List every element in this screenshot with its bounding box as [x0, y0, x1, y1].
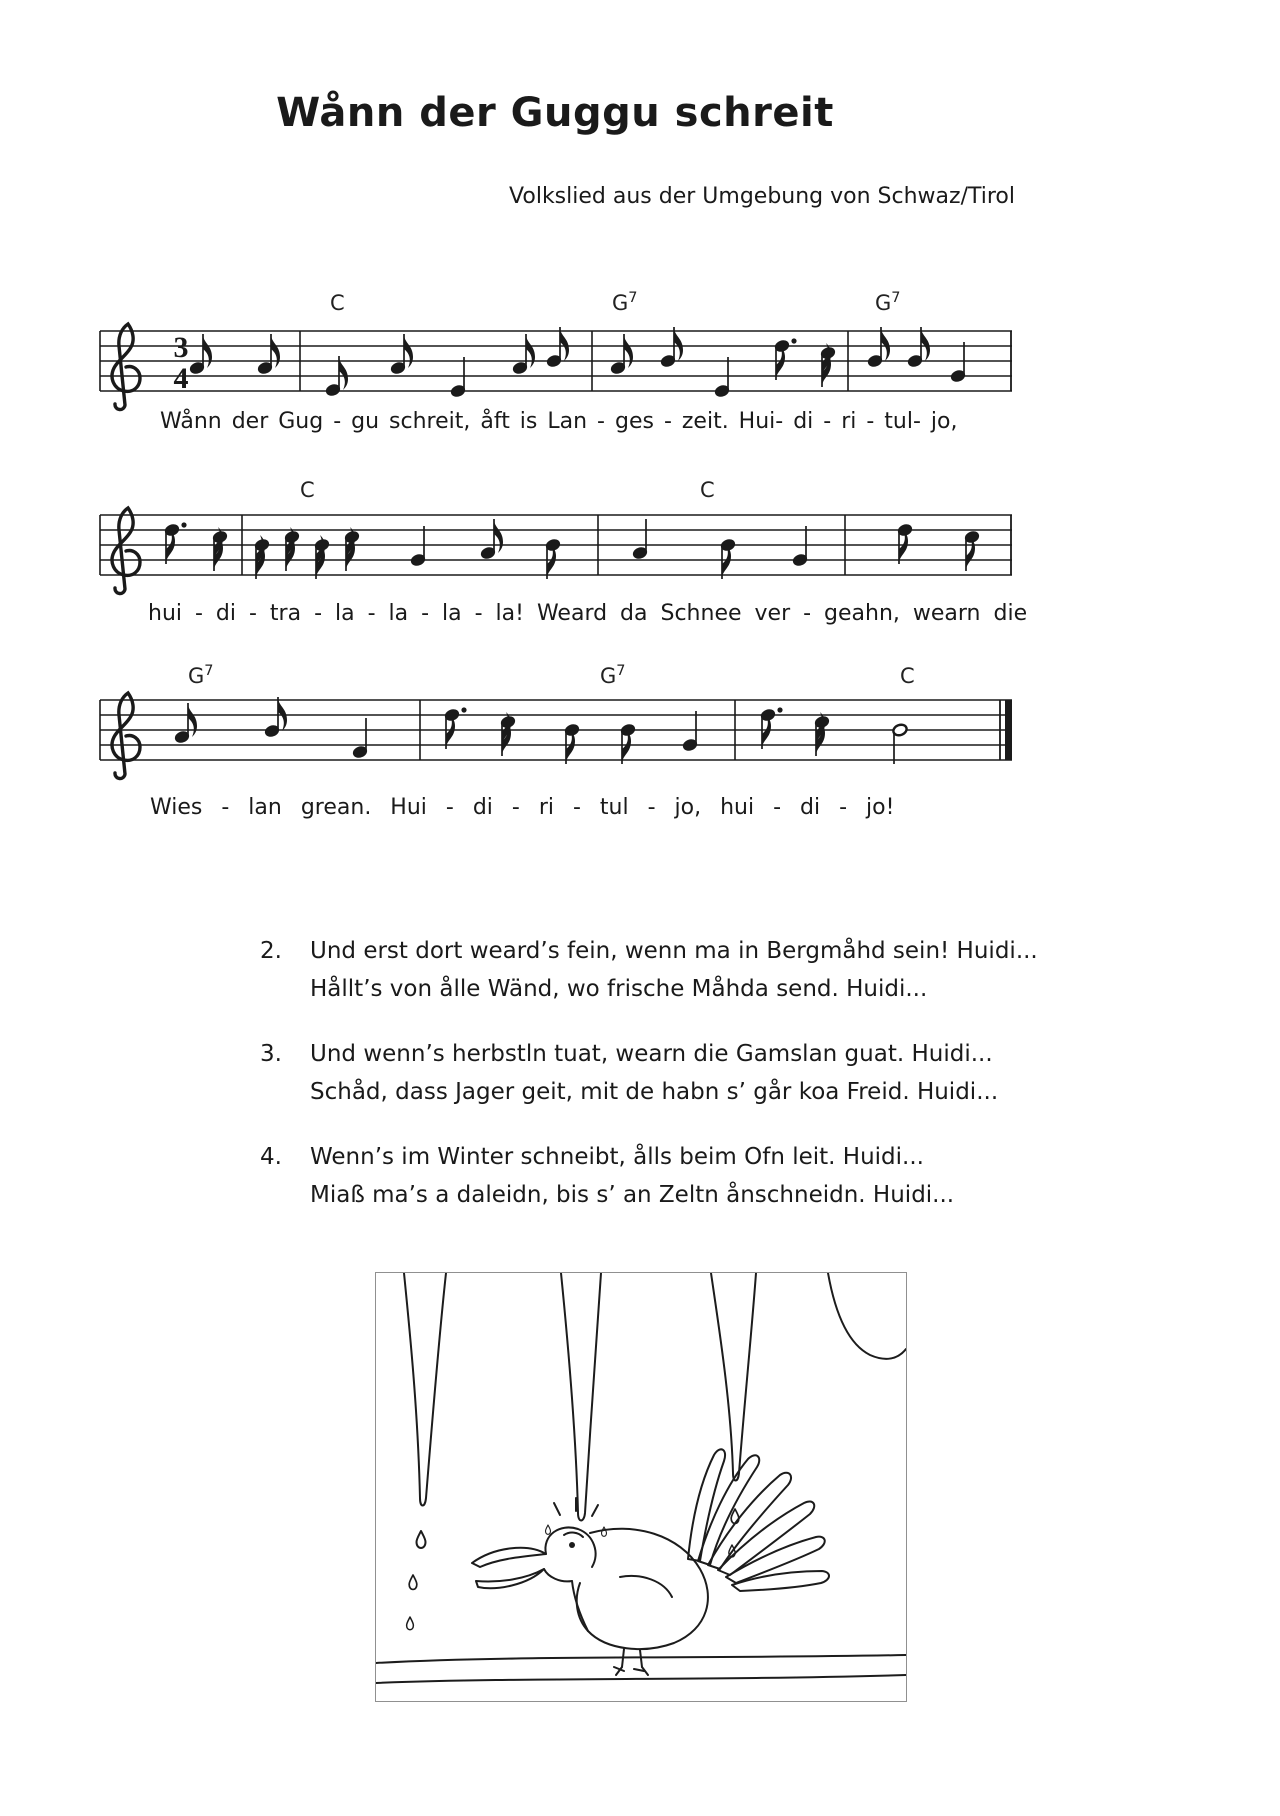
note	[897, 523, 913, 564]
verse-number: 3.	[260, 1041, 282, 1067]
note	[907, 327, 930, 368]
icicle	[828, 1273, 906, 1359]
svg-text:4: 4	[173, 362, 189, 395]
final-barline	[1005, 700, 1012, 760]
note	[212, 527, 228, 571]
svg-text:3: 3	[173, 331, 189, 364]
verse-line: Hållt’s von ålle Wänd, wo frische Måhda send. Huidi...	[310, 976, 928, 1002]
note	[814, 712, 830, 756]
note	[352, 718, 368, 759]
chord-symbol: C	[330, 291, 345, 315]
note	[164, 522, 187, 564]
note	[500, 712, 516, 756]
chord-symbol: $G^7$	[875, 290, 901, 315]
verse-line: Und wenn’s herbstln tuat, wearn die Gamslan guat. Huidi...	[310, 1041, 993, 1067]
note	[189, 334, 212, 375]
verse-line: Wenn’s im Winter schneibt, ålls beim Ofn leit. Huidi...	[310, 1144, 924, 1170]
chord-symbol: C	[700, 478, 715, 502]
note	[660, 327, 683, 368]
note	[564, 723, 580, 764]
note	[632, 519, 648, 560]
note	[264, 697, 287, 738]
note	[174, 703, 197, 744]
note	[792, 526, 808, 567]
music-staff	[100, 663, 1012, 820]
verse-line: Schåd, dass Jager geit, mit de habn s’ går koa Freid. Huidi...	[310, 1079, 999, 1105]
cuckoo-illustration	[375, 1272, 907, 1702]
note	[444, 707, 467, 749]
note	[720, 538, 736, 579]
subtitle: Volkslied aus der Umgebung von Schwaz/Tirol	[509, 184, 1015, 209]
note	[774, 338, 797, 380]
verse-2	[260, 932, 1040, 1008]
chord-symbol: $G^7$	[600, 663, 626, 688]
note	[450, 357, 466, 398]
lyrics-line: Wånn der Gug - gu schreit, åft is Lan - ges - zeit. Hui- di - ri - tul- jo,	[160, 409, 958, 434]
chord-symbol: C	[900, 664, 915, 688]
chord-symbol: $G^7$	[612, 290, 638, 315]
note	[545, 538, 561, 579]
note	[390, 334, 413, 375]
verse-3	[260, 1035, 1040, 1111]
treble-clef-icon	[112, 693, 140, 779]
note	[314, 535, 330, 579]
lyrics-line: hui - di - tra - la - la - la - la! Weard da Schnee ver - geahn, wearn die	[148, 601, 1028, 626]
treble-clef-icon	[112, 324, 140, 410]
music-staff	[100, 478, 1027, 626]
branch	[376, 1675, 906, 1683]
note	[284, 527, 300, 571]
note	[892, 723, 908, 764]
music-score	[0, 0, 1280, 900]
verse-list	[260, 932, 1040, 1241]
icicle	[561, 1273, 601, 1521]
page-title: Wånn der Guggu schreit	[276, 90, 834, 136]
note	[820, 343, 836, 387]
note	[682, 711, 698, 752]
verse-number: 2.	[260, 938, 282, 964]
note	[950, 342, 966, 383]
verse-number: 4.	[260, 1144, 282, 1170]
note	[410, 526, 426, 567]
treble-clef-icon	[112, 508, 140, 594]
note	[546, 327, 569, 368]
chord-symbol: C	[300, 478, 315, 502]
note	[480, 519, 503, 560]
chord-symbol: $G^7$	[188, 663, 214, 688]
verse-line: Miaß ma’s a daleidn, bis s’ an Zeltn ånschneidn. Huidi...	[310, 1182, 955, 1208]
note	[344, 527, 360, 571]
verse-4	[260, 1138, 1040, 1214]
note	[512, 334, 535, 375]
lyrics-line: Wies - lan grean. Hui - di - ri - tul - jo, hui - di - jo!	[150, 795, 895, 820]
note	[254, 535, 270, 579]
note	[257, 334, 280, 375]
note	[714, 357, 730, 398]
note	[964, 530, 980, 571]
note	[610, 334, 633, 375]
note	[867, 327, 890, 368]
note	[760, 707, 783, 749]
cuckoo-bird	[472, 1449, 829, 1675]
verse-line: Und erst dort weard’s fein, wenn ma in Bergmåhd sein! Huidi...	[310, 938, 1038, 964]
music-staff	[100, 290, 1012, 434]
time-signature	[174, 331, 189, 395]
note	[620, 723, 636, 764]
icicle	[404, 1273, 446, 1506]
